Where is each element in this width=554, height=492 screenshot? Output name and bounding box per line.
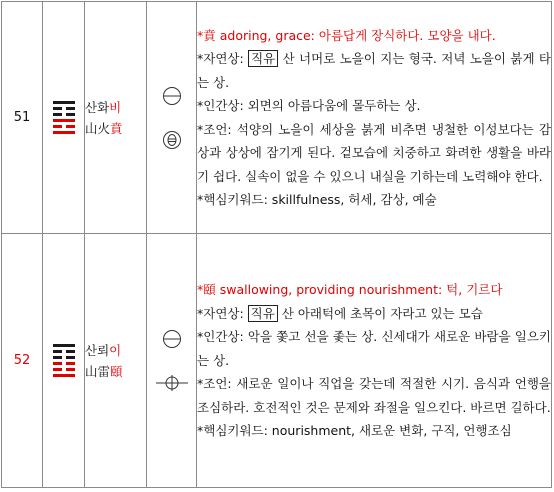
nature-line xyxy=(197,47,551,94)
human-line: *인간상: 외면의 아름다움에 몰두하는 상. xyxy=(197,98,421,113)
hexagram-name xyxy=(85,2,147,234)
name-hanja: 山雷 xyxy=(85,363,111,379)
name-hanja: 山火 xyxy=(85,120,111,136)
keywords-line: *핵심키워드: nourishment, 새로운 변화, 구직, 언행조심 xyxy=(197,423,512,439)
human-line: *인간상: 악을 쫓고 선을 좇는 상. 신세대가 새로운 바람을 일으키는 상. xyxy=(197,329,551,368)
nature-text: 산 아래턱에 초목이 자라고 있는 모습 xyxy=(277,305,483,321)
nature-prefix: *자연상: xyxy=(197,305,248,321)
simile-box: 직유 xyxy=(248,305,278,322)
table-row xyxy=(2,2,552,234)
description-cell xyxy=(197,234,552,488)
description-cell xyxy=(197,2,552,234)
nature-text: 산 너머로 노을이 지는 형국. 저녁 노을이 붉게 타는 상. xyxy=(197,51,551,90)
hexagram-symbol xyxy=(43,2,85,234)
row-number: 51 xyxy=(2,2,43,234)
row-number: 52 xyxy=(2,234,43,488)
nature-prefix: *자연상: xyxy=(197,51,249,66)
name-korean: 산화 xyxy=(85,99,110,115)
hexagram-symbol xyxy=(43,234,85,488)
name-hanja-highlight: 賁 xyxy=(110,120,123,136)
hexagram-table xyxy=(1,1,552,488)
headline: *頤 swallowing, providing nourishment: 턱, 기르다 xyxy=(197,282,503,298)
advice-line: *조언: 석양의 노을이 세상을 붉게 비추면 냉철한 이성보다는 감상과 상상에 잠기게 된다. 겉모습에 치중하고 화려한 생활을 바라기 쉽다. 실속이 없을 수 있으니 내실을 기하는데 노력해야 한다. xyxy=(197,121,551,184)
advice-line: *조언: 새로운 일이나 직업을 갖는데 적절한 시기. 음식과 언행을 조심하라. 호전적인 것은 문제와 좌절을 일으킨다. 바르면 길하다. xyxy=(197,376,551,415)
table-row xyxy=(2,234,552,488)
name-korean-highlight: 비 xyxy=(109,99,122,115)
circle-cross-icon xyxy=(155,373,189,393)
keywords-line: *핵심키워드: skillfulness, 허세, 감상, 예술 xyxy=(197,192,437,207)
simile-box: 직유 xyxy=(248,50,278,67)
name-hanja-highlight: 頤 xyxy=(110,363,123,379)
hexagram-name xyxy=(85,234,147,488)
nature-line xyxy=(197,302,551,326)
circle-line-icon xyxy=(162,86,182,106)
name-korean-highlight: 이 xyxy=(109,342,122,358)
line-symbols xyxy=(147,2,197,234)
headline: *賁 adoring, grace: 아름답게 장식하다. 모양을 내다. xyxy=(197,27,496,43)
line-symbols xyxy=(147,234,197,488)
circle-equals-icon xyxy=(162,130,182,150)
circle-line-icon xyxy=(162,329,182,349)
name-korean: 산뢰 xyxy=(85,342,110,358)
